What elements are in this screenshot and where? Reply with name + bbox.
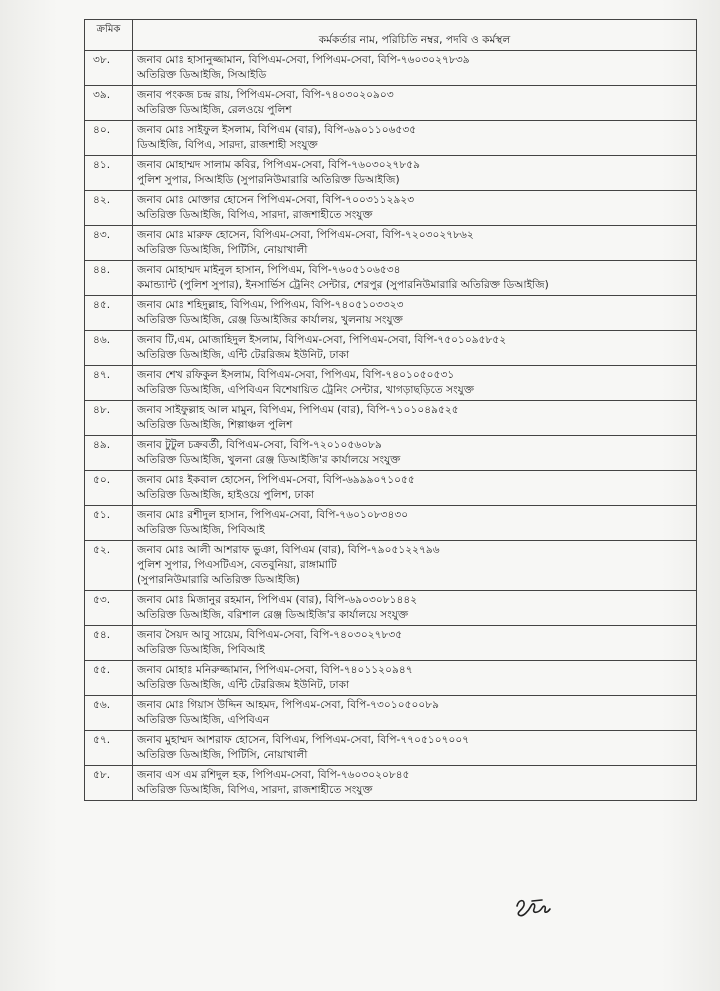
officer-details <box>133 156 697 191</box>
officer-list-table <box>84 19 697 801</box>
officer-details <box>133 541 697 591</box>
serial-number: ৪৪. <box>85 261 133 296</box>
table-row <box>85 51 697 86</box>
officer-details <box>133 401 697 436</box>
officer-post-line: (সুপারনিউমারারি অতিরিক্ত ডিআইজি) <box>137 574 300 586</box>
table-row <box>85 696 697 731</box>
table-row <box>85 261 697 296</box>
officer-name-line: জনাব শেখ রফিকুল ইসলাম, বিপিএম-সেবা, পিপিএম, বিপি-৭৪০১০৫০৫৩১ <box>137 369 455 381</box>
table-row <box>85 226 697 261</box>
officer-details <box>133 436 697 471</box>
officer-name-line: জনাব মোঃ গিয়াস উদ্দিন আহমদ, পিপিএম-সেবা, বিপি-৭৩০১০৫০০৮৯ <box>137 699 439 711</box>
officer-details <box>133 86 697 121</box>
table-row <box>85 366 697 401</box>
serial-number: ৫২. <box>85 541 133 591</box>
table-row <box>85 86 697 121</box>
officer-post-line: অতিরিক্ত ডিআইজি, এন্টি টেররিজম ইউনিট, ঢাকা <box>137 349 350 361</box>
officer-post-line: অতিরিক্ত ডিআইজি, হাইওয়ে পুলিশ, ঢাকা <box>137 489 315 501</box>
officer-name-line: জনাব মোঃ শহিদুল্লাহ, বিপিএম, পিপিএম, বিপি-৭৪০৫১০৩৩২৩ <box>137 299 404 311</box>
officer-post-line: অতিরিক্ত ডিআইজি, পিবিআই <box>137 644 265 656</box>
officer-post-line: অতিরিক্ত ডিআইজি, বিপিএ, সারদা, রাজশাহীতে সংযুক্ত <box>137 784 373 796</box>
serial-number: ৫১. <box>85 506 133 541</box>
officer-post-line: অতিরিক্ত ডিআইজি, খুলনা রেঞ্জ ডিআইজি'র কার্যালয়ে সংযুক্ত <box>137 454 401 466</box>
officer-name-line: জনাব সাইফুল্লাহ আল মামুন, বিপিএম, পিপিএম (বার), বিপি-৭১০১০৪৯৫২৫ <box>137 404 459 416</box>
officer-rows <box>85 51 697 801</box>
officer-name-line: জনাব মোঃ মারুফ হোসেন, বিপিএম-সেবা, পিপিএম-সেবা, বিপি-৭২০৩০২৭৮৬২ <box>137 229 474 241</box>
officer-post-line: পুলিশ সুপার, পিএসটিএস, বেতবুনিয়া, রাঙ্গামাটি <box>137 559 337 571</box>
officer-post-line: ডিআইজি, বিপিএ, সারদা, রাজশাহী সংযুক্ত <box>137 139 318 151</box>
serial-number: ৪৫. <box>85 296 133 331</box>
officer-name-line: জনাব মোহাঃ মনিরুজ্জামান, পিপিএম-সেবা, বিপি-৭৪০১১২০৯৪৭ <box>137 664 413 676</box>
officer-details <box>133 191 697 226</box>
serial-number: ৫৪. <box>85 626 133 661</box>
officer-post-line: অতিরিক্ত ডিআইজি, পিবিআই <box>137 524 265 536</box>
signature-mark <box>512 896 552 920</box>
officer-name-line: জনাব সৈয়দ আবু সায়েম, বিপিএম-সেবা, বিপি-৭৪০৩০২৭৮৩৫ <box>137 629 403 641</box>
officer-post-line: অতিরিক্ত ডিআইজি, বরিশাল রেঞ্জ ডিআইজি'র কার্যালয়ে সংযুক্ত <box>137 609 409 621</box>
officer-details <box>133 226 697 261</box>
serial-number: ৪৮. <box>85 401 133 436</box>
officer-name-line: জনাব মোঃ মিজানুর রহমান, পিপিএম (বার), বিপি-৬৯০৩০৮১৪৪২ <box>137 594 418 606</box>
table-row <box>85 331 697 366</box>
officer-post-line: অতিরিক্ত ডিআইজি, শিল্পাঞ্চল পুলিশ <box>137 419 293 431</box>
serial-number: ৫৩. <box>85 591 133 626</box>
table-row <box>85 296 697 331</box>
officer-name-line: জনাব মোঃ ইকবাল হোসেন, পিপিএম-সেবা, বিপি-৬৯৯৯০৭১০৫৫ <box>137 474 415 486</box>
serial-number: ৪৯. <box>85 436 133 471</box>
serial-number: ৪৬. <box>85 331 133 366</box>
table-row <box>85 731 697 766</box>
details-header: কর্মকর্তার নাম, পরিচিতি নম্বর, পদবি ও কর্মস্থল <box>133 20 697 51</box>
officer-details <box>133 121 697 156</box>
serial-header: ক্রমিক <box>85 20 133 51</box>
officer-details <box>133 731 697 766</box>
officer-details <box>133 766 697 801</box>
officer-name-line: জনাব মোহাম্মদ মাইনুল হাসান, পিপিএম, বিপি-৭৬০৫১০৬৫৩৪ <box>137 264 401 276</box>
officer-name-line: জনাব মোঃ সাইফুল ইসলাম, বিপিএম (বার), বিপি-৬৯০১১০৬৫৩৫ <box>137 124 417 136</box>
officer-details <box>133 51 697 86</box>
table-row <box>85 471 697 506</box>
table-row <box>85 766 697 801</box>
officer-post-line: অতিরিক্ত ডিআইজি, রেলওয়ে পুলিশ <box>137 104 292 116</box>
officer-details <box>133 696 697 731</box>
table-row <box>85 156 697 191</box>
officer-name-line: জনাব মোঃ মোক্তার হোসেন পিপিএম-সেবা, বিপি-৭০০৩১১২৯২৩ <box>137 194 415 206</box>
officer-details <box>133 626 697 661</box>
table-row <box>85 541 697 591</box>
officer-post-line: পুলিশ সুপার, সিআইডি (সুপারনিউমারারি অতিরিক্ত ডিআইজি) <box>137 174 400 186</box>
officer-name-line: জনাব মোহাম্মদ সালাম কবির, পিপিএম-সেবা, বিপি-৭৬০৩০২৭৮৫৯ <box>137 159 421 171</box>
officer-post-line: অতিরিক্ত ডিআইজি, এপিবিএন <box>137 714 270 726</box>
table-row <box>85 506 697 541</box>
serial-number: ৫৬. <box>85 696 133 731</box>
officer-name-line: জনাব মোঃ রশীদুল হাসান, পিপিএম-সেবা, বিপি-৭৬০১০৮৩৪৩০ <box>137 509 409 521</box>
serial-number: ৫৮. <box>85 766 133 801</box>
serial-number: ৪২. <box>85 191 133 226</box>
officer-name-line: জনাব টি,এম, মোজাহিদুল ইসলাম, বিপিএম-সেবা, পিপিএম-সেবা, বিপি-৭৫০১০৯৫৮৫২ <box>137 334 507 346</box>
table-row <box>85 191 697 226</box>
serial-number: ৫৭. <box>85 731 133 766</box>
officer-details <box>133 366 697 401</box>
officer-name-line: জনাব এস এম রশিদুল হক, পিপিএম-সেবা, বিপি-৭৬০৩০২০৮৪৫ <box>137 769 410 781</box>
officer-post-line: কমান্ড্যান্ট (পুলিশ সুপার), ইনসার্ভিস ট্রেনিং সেন্টার, শেরপুর (সুপারনিউমারারি অতিরিক্ত ডিআইজি) <box>137 279 549 291</box>
officer-post-line: অতিরিক্ত ডিআইজি, পিটিসি, নোয়াখালী <box>137 244 308 256</box>
table-header-row <box>85 20 697 51</box>
officer-name-line: জনাব মোঃ আলী আশরাফ ভুঞা, বিপিএম (বার), বিপি-৭৯০৫১২২৭৯৬ <box>137 544 440 556</box>
officer-name-line: জনাব টুটুল চক্রবর্তী, বিপিএম-সেবা, বিপি-৭২০১০৫৬০৮৯ <box>137 439 382 451</box>
officer-post-line: অতিরিক্ত ডিআইজি, এপিবিএন বিশেষায়িত ট্রেনিং সেন্টার, খাগড়াছড়িতে সংযুক্ত <box>137 384 475 396</box>
serial-number: ৪০. <box>85 121 133 156</box>
serial-number: ৫৫. <box>85 661 133 696</box>
officer-post-line: অতিরিক্ত ডিআইজি, রেঞ্জ ডিআইজির কার্যালয়, খুলনায় সংযুক্ত <box>137 314 403 326</box>
officer-details <box>133 506 697 541</box>
serial-number: ৩৮. <box>85 51 133 86</box>
officer-name-line: জনাব পংকজ চন্দ্র রায়, পিপিএম-সেবা, বিপি-৭৪০৩০২০৯০৩ <box>137 89 394 101</box>
officer-details <box>133 331 697 366</box>
serial-number: ৩৯. <box>85 86 133 121</box>
officer-details <box>133 661 697 696</box>
officer-post-line: অতিরিক্ত ডিআইজি, পিটিসি, নোয়াখালী <box>137 749 308 761</box>
officer-post-line: অতিরিক্ত ডিআইজি, এন্টি টেররিজম ইউনিট, ঢাকা <box>137 679 350 691</box>
serial-number: ৪১. <box>85 156 133 191</box>
table-row <box>85 591 697 626</box>
serial-number: ৫০. <box>85 471 133 506</box>
officer-details <box>133 471 697 506</box>
officer-post-line: অতিরিক্ত ডিআইজি, বিপিএ, সারদা, রাজশাহীতে সংযুক্ত <box>137 209 373 221</box>
table-row <box>85 626 697 661</box>
officer-details <box>133 296 697 331</box>
serial-number: ৪৭. <box>85 366 133 401</box>
table-row <box>85 661 697 696</box>
table-row <box>85 436 697 471</box>
officer-details <box>133 261 697 296</box>
officer-post-line: অতিরিক্ত ডিআইজি, সিআইডি <box>137 69 267 81</box>
officer-name-line: জনাব মুহাম্মদ আশরাফ হোসেন, বিপিএম, পিপিএম-সেবা, বিপি-৭৭০৫১০৭০০৭ <box>137 734 470 746</box>
table-row <box>85 121 697 156</box>
officer-name-line: জনাব মোঃ হাসানুজ্জামান, বিপিএম-সেবা, পিপিএম-সেবা, বিপি-৭৬০৩০২৭৮৩৯ <box>137 54 470 66</box>
table-row <box>85 401 697 436</box>
serial-number: ৪৩. <box>85 226 133 261</box>
officer-details <box>133 591 697 626</box>
